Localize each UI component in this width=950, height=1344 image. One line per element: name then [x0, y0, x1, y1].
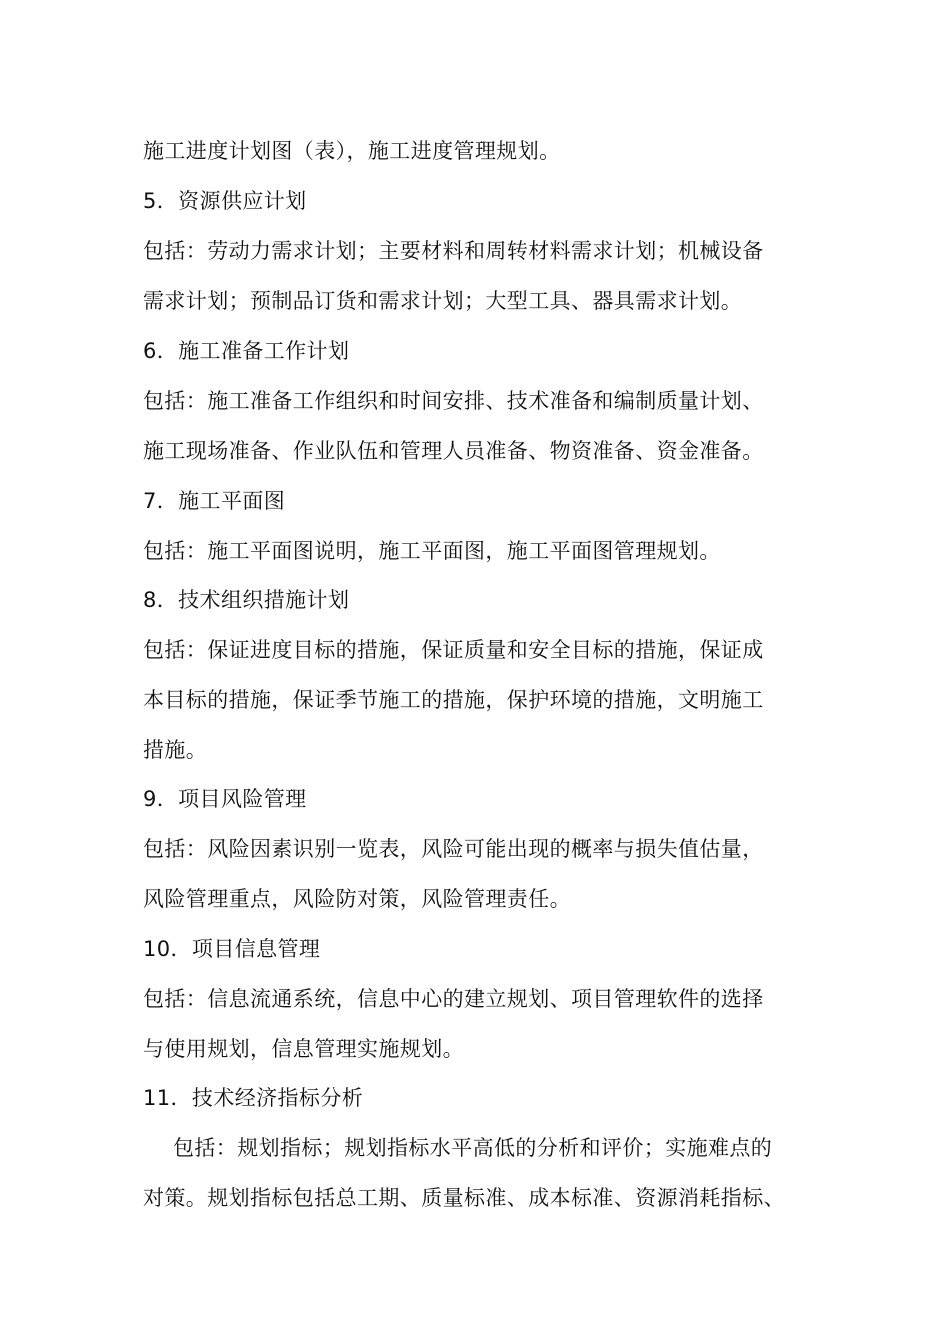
paragraph-line: 本目标的措施，保证季节施工的措施，保护环境的措施，文明施工 [143, 688, 764, 712]
paragraph-line: 包括：信息流通系统，信息中心的建立规划、项目管理软件的选择 [143, 987, 764, 1011]
paragraph-line: 措施。 [143, 738, 208, 762]
paragraph-line: 对策。规划指标包括总工期、质量标准、成本标准、资源消耗指标、 [143, 1186, 785, 1210]
paragraph-line: 风险管理重点，风险防对策，风险管理责任。 [143, 887, 571, 911]
section-heading: 7．施工平面图 [143, 489, 286, 513]
paragraph-line: 包括：劳动力需求计划；主要材料和周转材料需求计划；机械设备 [143, 239, 764, 263]
paragraph-line: 需求计划；预制品订货和需求计划；大型工具、器具需求计划。 [143, 289, 743, 313]
paragraph-line: 施工现场准备、作业队伍和管理人员准备、物资准备、资金准备。 [143, 439, 764, 463]
section-heading: 11．技术经济指标分析 [143, 1086, 364, 1110]
paragraph-line: 包括：施工准备工作组织和时间安排、技术准备和编制质量计划、 [143, 389, 764, 413]
paragraph-line: 包括：风险因素识别一览表，风险可能出现的概率与损失值估量， [143, 837, 764, 861]
paragraph-line: 与使用规划，信息管理实施规划。 [143, 1037, 464, 1061]
paragraph-line: 包括：施工平面图说明，施工平面图，施工平面图管理规划。 [143, 539, 721, 563]
section-heading: 9．项目风险管理 [143, 787, 307, 811]
paragraph-line: 施工进度计划图（表），施工进度管理规划。 [143, 139, 561, 163]
section-heading: 10．项目信息管理 [143, 937, 321, 961]
section-heading: 5．资源供应计划 [143, 189, 307, 213]
paragraph-line: 包括：保证进度目标的措施，保证质量和安全目标的措施，保证成 [143, 638, 764, 662]
section-heading: 6．施工准备工作计划 [143, 339, 350, 363]
paragraph-line: 包括：规划指标；规划指标水平高低的分析和评价；实施难点的 [173, 1136, 773, 1160]
section-heading: 8．技术组织措施计划 [143, 588, 350, 612]
